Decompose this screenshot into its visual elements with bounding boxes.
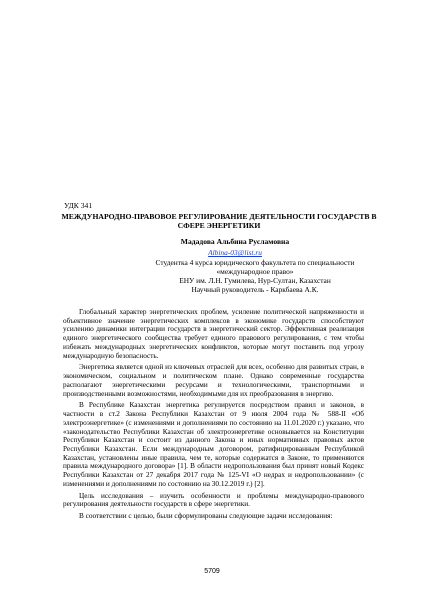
udk-code: УДК 341 bbox=[64, 201, 93, 210]
affiliation-line: ЕНУ им. Л.Н. Гумилева, Нур-Султан, Казахстан bbox=[179, 276, 331, 285]
author-name: Мададова Альбина Русламовна bbox=[180, 237, 290, 246]
author-affiliation bbox=[150, 258, 360, 294]
article-body bbox=[63, 308, 364, 524]
article-title: МЕЖДУНАРОДНО-ПРАВОВОЕ РЕГУЛИРОВАНИЕ ДЕЯТЕЛЬНОСТИ ГОСУДАРСТВ В СФЕРЕ ЭНЕРГЕТИКИ bbox=[61, 212, 377, 230]
page-number: 5709 bbox=[204, 568, 220, 575]
body-paragraph: В Республике Казахстан энергетика регулируется посредством правил и законов, в частности в ст.2 Закона Республики Казахстан от 9 июля 2004 года № 588-II «Об электроэнергетике» (с изменениями и дополнениями по состоянию на 11.01.2020 г.) указано, что «законодательство Республики Казахстан об электроэнергетике основывается на Конституции Республики Казахстан и состоит из данного Закона и иных нормативных правовых актов Республики Казахстан. Если международным договором, ратифицированным Республикой Казахстан, установлены иные правила, чем те, которые содержатся в Законе, то применяются правила международного договора» [1]. В области недропользования был принят новый Кодекс Республики Казахстан от 27 декабря 2017 года № 125-VI «О недрах и недропользовании» (с изменениями и дополнениями по состоянию на 30.12.2019 г.) [2]. bbox=[63, 401, 364, 488]
body-paragraph: В соответствии с целью, были сформулированы следующие задачи исследования: bbox=[79, 512, 333, 521]
affiliation-line: Научный руководитель - Каркбаева А.К. bbox=[191, 285, 319, 294]
body-paragraph: Цель исследования – изучить особенности и проблемы международно-правового регулирования деятельности государств в сфере энергетики. bbox=[63, 491, 364, 509]
body-paragraph: Энергетика является одной из ключевых отраслей для всех, особенно для развитых стран, в экономическом, социальном и политическом плане. Однако современные государства располагают энергетическими ресурсами и технологическими, транспортными и производственными возможностями, необходимыми для их преобразования в энергию. bbox=[63, 363, 364, 398]
author-email-link[interactable]: Albina-03@list.ru bbox=[208, 248, 262, 257]
affiliation-line: Студентка 4 курса юридического факультета по специальности «международное право» bbox=[155, 258, 355, 276]
body-paragraph: Глобальный характер энергетических проблем, усиление политической напряженности и объективное значение энергетических комплексов в экономике государств способствуют усилению динамики интеграции государств в энергетический сектор. Эффективная реализация единого энергетического сообщества требует единого правового регулирования, с тем чтобы избежать международных энергетических конфликтов, которые могут поставить под угрозу международную безопасность. bbox=[63, 308, 364, 360]
